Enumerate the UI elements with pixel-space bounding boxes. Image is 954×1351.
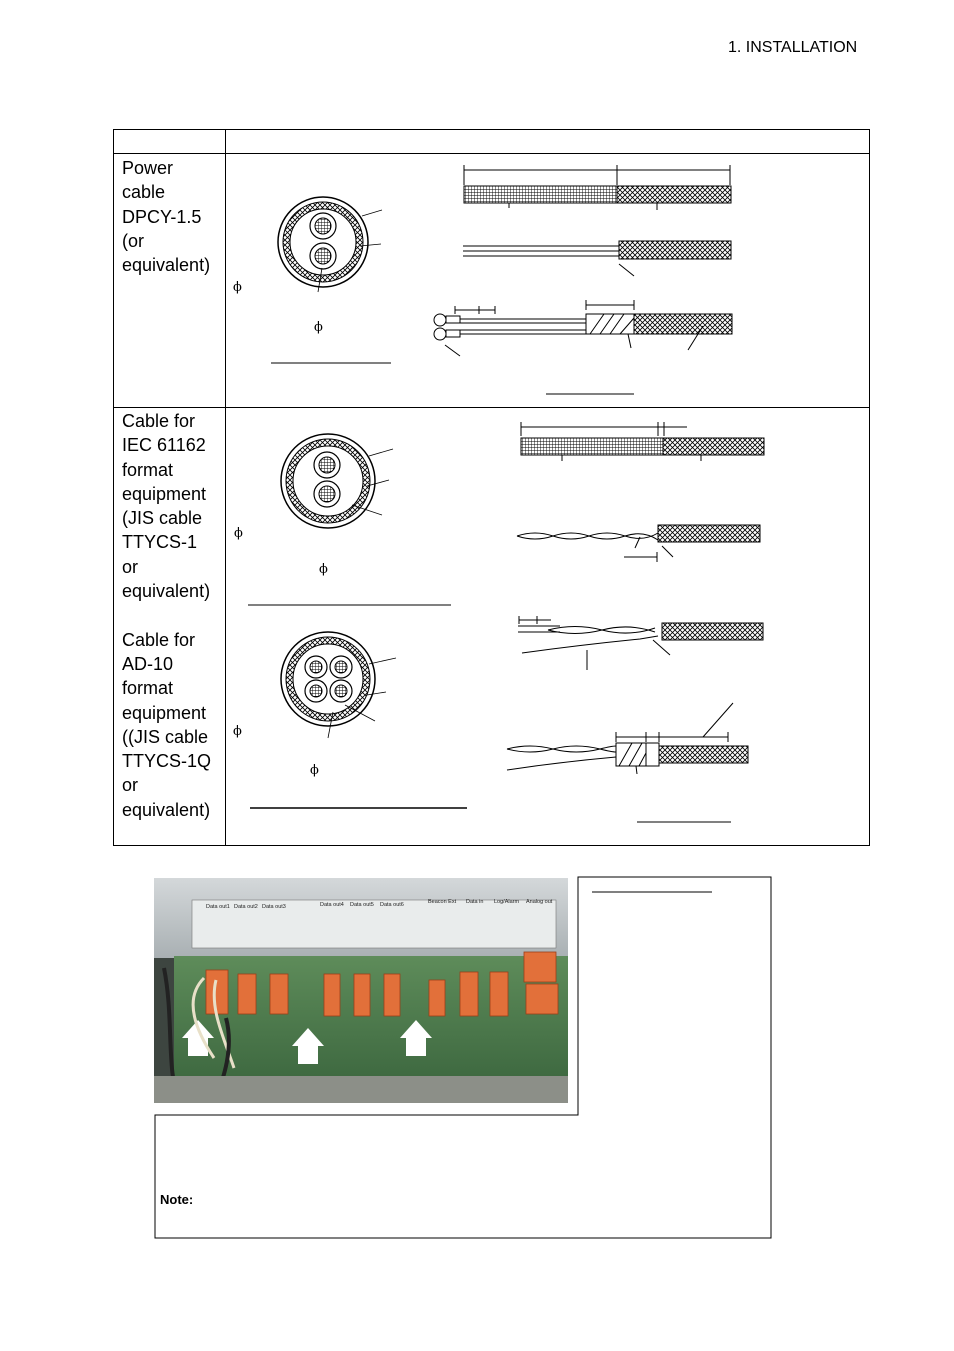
diameter-symbol: ϕ — [233, 280, 242, 295]
svg-text:Data out5: Data out5 — [350, 902, 374, 908]
power-cable-label: Power cable DPCY-1.5 (or equivalent) — [122, 158, 211, 276]
iec-cable-cross-section — [248, 434, 451, 605]
signal-cable-label: Cable for IEC 61162 format equipment (JIS cable TTYCS-1 or equivalent) Cable for AD-10 format equipment ((JIS cable TTYCS-1Q or equivalent) — [122, 411, 212, 820]
svg-text:Log/Alarm: Log/Alarm — [494, 899, 520, 905]
svg-text:Data out1: Data out1 — [206, 904, 230, 910]
note-label: Note: — [160, 1192, 194, 1207]
iec-cable-strip-diagram — [507, 422, 764, 822]
diameter-symbol: ϕ — [233, 724, 242, 739]
svg-text:Beacon Ext: Beacon Ext — [428, 899, 457, 905]
svg-text:Data in: Data in — [466, 899, 484, 905]
power-cable-strip-diagram — [434, 165, 732, 394]
power-cable-cross-section — [271, 197, 391, 363]
diameter-symbol: ϕ — [310, 763, 319, 778]
ad10-cable-cross-section — [250, 632, 467, 808]
svg-text:Data out6: Data out6 — [380, 902, 404, 908]
terminal-board-image — [154, 878, 568, 1103]
svg-text:Data out2: Data out2 — [234, 904, 258, 910]
diameter-symbol: ϕ — [234, 526, 243, 541]
svg-text:Data out4: Data out4 — [320, 902, 344, 908]
page-header: 1. INSTALLATION — [728, 39, 858, 56]
svg-text:Data out3: Data out3 — [262, 904, 286, 910]
diameter-symbol: ϕ — [319, 562, 328, 577]
diameter-symbol: ϕ — [314, 320, 323, 335]
svg-text:Analog out: Analog out — [526, 899, 553, 905]
terminal-board-photo — [154, 878, 568, 1103]
